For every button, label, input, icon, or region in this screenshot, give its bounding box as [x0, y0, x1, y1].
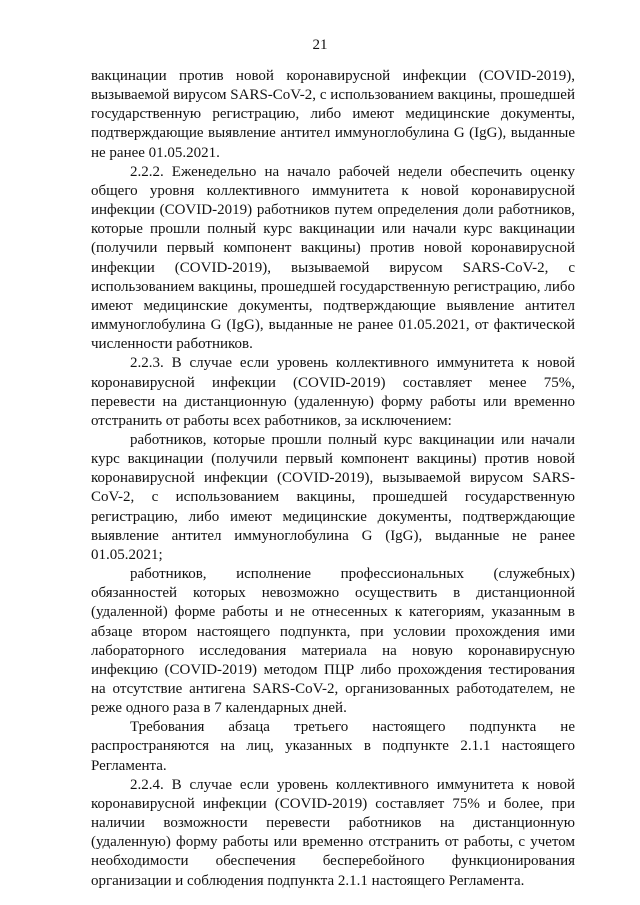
paragraph-continuation: вакцинации против новой коронавирусной инфекции (COVID-2019), вызываемой вирусом SARS-CoV-2, с использованием вакцины, прошедшей государственную регистрацию, либо имеют медицинские документы, подтверждающие выявление антител иммуноглобулина G (IgG), выданные не ранее 01.05.2021. [91, 68, 575, 161]
paragraph-exception-testing: работников, исполнение профессиональных (служебных) обязанностей которых невозможно осуществить в дистанционной (удаленной) форме работы и не отнесенных к категориям, указанным в абзаце втором настоящего подпункта, при условии прохождения ими лабораторного исследования материала на новую коронавирусную инфекцию (COVID-2019) методом ПЦР либо прохождения тестирования на отсутствие антигена SARS-CoV-2, организованных работодателем, не реже одного раза в 7 календарных дней. [91, 566, 575, 717]
document-body [91, 67, 575, 891]
page-number: 21 [312, 37, 328, 53]
paragraph-exception-vaccinated: работников, которые прошли полный курс вакцинации или начали курс вакцинации (получили первый компонент вакцины) против новой коронавирусной инфекции (COVID-2019), вызываемой вирусом SARS-CoV-2, с использованием вакцины, прошедшей государственную регистрацию, либо имеют медицинские документы, подтверждающие выявление антител иммуноглобулина G (IgG), выданные не ранее 01.05.2021; [91, 431, 575, 563]
paragraph-2-2-4: 2.2.4. В случае если уровень коллективного иммунитета к новой коронавирусной инфекции (COVID-2019) составляет 75% и более, при наличии возможности перевести работников на дистанционную (удаленную) форму работы или временно отстранить от работы, с учетом необходимости обеспечения бесперебойного функционирования организации и соблюдения подпункта 2.1.1 настоящего Регламента. [91, 776, 575, 889]
paragraph-2-2-3: 2.2.3. В случае если уровень коллективного иммунитета к новой коронавирусной инфекции (COVID-2019) составляет менее 75%, перевести на дистанционную (удаленную) форму работы или временно отстранить от работы всех работников, за исключением: [91, 355, 575, 429]
paragraph-requirements-note: Требования абзаца третьего настоящего подпункта не распространяются на лиц, указанных в подпункте 2.1.1 настоящего Регламента. [91, 719, 575, 774]
paragraph-2-2-2: 2.2.2. Еженедельно на начало рабочей недели обеспечить оценку общего уровня коллективного иммунитета к новой коронавирусной инфекции (COVID-2019) работников путем определения доли работников, которые прошли полный курс вакцинации или начали курс вакцинации (получили первый компонент вакцины) против новой коронавирусной инфекции (COVID-2019), вызываемой вирусом SARS-CoV-2, с использованием вакцины, прошедшей государственную регистрацию, либо имеют медицинские документы, подтверждающие выявление антител иммуноглобулина G (IgG), выданные не ранее 01.05.2021, от фактической численности работников. [91, 163, 575, 353]
